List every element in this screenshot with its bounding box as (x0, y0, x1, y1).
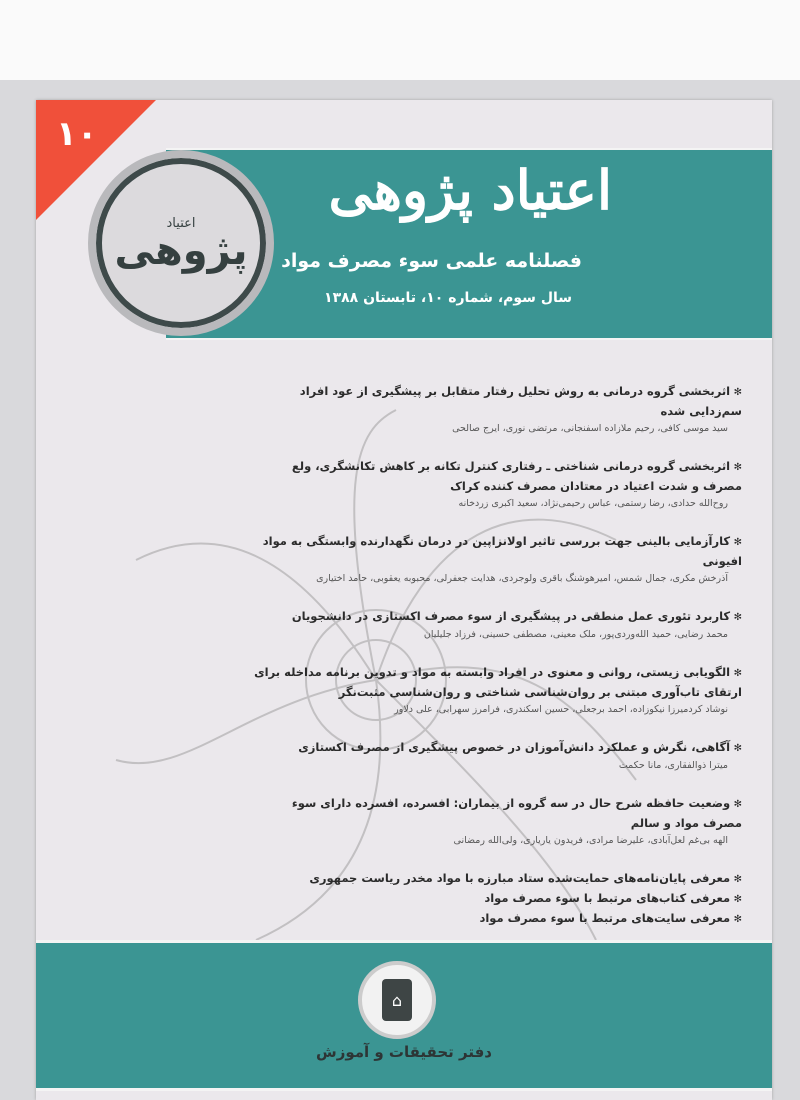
journal-logo (88, 150, 274, 336)
article-authors: نوشاد کردمیرزا نیکوزاده، احمد برجعلی، حسین اسکندری، فرامرز سهرابی، علی دلاور (394, 704, 728, 715)
extra-item: ✻ معرفی پایان‌نامه‌های حمایت‌شده ستاد مبارزه با مواد مخدر ریاست جمهوری (252, 869, 742, 889)
journal-subtitle: فصلنامه علمی سوء مصرف مواد (281, 250, 582, 272)
article-authors: محمد رضایی، حمید الله‌وردی‌پور، ملک معینی، مصطفی حسینی، فرزاد جلیلیان (423, 629, 728, 640)
emblem-icon: ⌂ (382, 979, 412, 1021)
article-authors: میترا ذوالفقاری، مانا حکمت (618, 760, 728, 771)
article-authors: روح‌الله حدادی، رضا رستمی، عباس رحیمی‌نژاد، سعید اکبری زردخانه (458, 498, 728, 509)
logo-main-text: پژوهی (114, 227, 248, 274)
extra-item: ✻ معرفی کتاب‌های مرتبط با سوء مصرف مواد (252, 889, 742, 909)
article-title: ✻ وضعیت حافظه شرح حال در سه گروه از بیماران: افسرده، افسرده دارای سوء مصرف مواد و سالم (252, 794, 742, 833)
footer-band (36, 940, 772, 1091)
article-title: ✻ کاربرد تئوری عمل منطقی در پیشگیری از سوء مصرف اکستازی در دانشجویان (252, 607, 742, 627)
article-title: ✻ الگویابی زیستی، روانی و معنوی در افراد وابسته به مواد و تدوین برنامه مداخله برای ارتقای تاب‌آوری مبتنی بر روان‌شناسی شناختی و روان‌شناسی مثبت‌نگر (252, 663, 742, 702)
article-title: ✻ اثربخشی گروه درمانی به روش تحلیل رفتار متقابل بر پیشگیری از عود افراد سم‌زدایی شده (252, 382, 742, 421)
article-entry (252, 794, 742, 849)
article-authors: آذرخش مکری، جمال شمس، امیرهوشنگ باقری ولوجردی، هدایت جعفرلی، محبوبه یعقوبی، حامد اختیاری (316, 573, 728, 584)
publisher-name: دفتر تحقیقات و آموزش (316, 1043, 492, 1061)
journal-cover (36, 100, 772, 1100)
table-of-contents (252, 382, 742, 929)
article-entry (252, 607, 742, 643)
article-entry (252, 738, 742, 774)
article-entry (252, 382, 742, 437)
logo-sub-text: اعتیاد (166, 215, 196, 231)
issue-number: ۱۰ (56, 114, 98, 154)
article-entry (252, 532, 742, 587)
extra-item: ✻ معرفی سایت‌های مرتبط با سوء مصرف مواد (252, 909, 742, 929)
top-blank-bar (0, 0, 800, 80)
article-authors: سید موسی کافی، رحیم ملازاده اسفنجانی، مرتضی نوری، ایرج صالحی (452, 423, 728, 434)
article-authors: الهه بی‌غم لعل‌آبادی، علیرضا مرادی، فریدون یاریاری، ولی‌الله رمضانی (453, 835, 728, 846)
issue-info: سال سوم، شماره ۱۰، تابستان ۱۳۸۸ (324, 290, 572, 306)
article-title: ✻ کارآزمایی بالینی جهت بررسی تاثیر اولانزاپین در درمان نگهدارنده وابستگی به مواد افیونی (252, 532, 742, 571)
article-title: ✻ آگاهی، نگرش و عملکرد دانش‌آموزان در خصوص پیشگیری از مصرف اکستازی (252, 738, 742, 758)
journal-title: اعتیاد پژوهی (328, 158, 612, 222)
article-entry (252, 457, 742, 512)
article-entry (252, 663, 742, 718)
publisher-emblem (358, 961, 436, 1039)
article-title: ✻ اثربخشی گروه درمانی شناختی ـ رفتاری کنترل تکانه بر کاهش تکانشگری، ولع مصرف و شدت اعتیاد در معتادان مصرف کننده کراک (252, 457, 742, 496)
